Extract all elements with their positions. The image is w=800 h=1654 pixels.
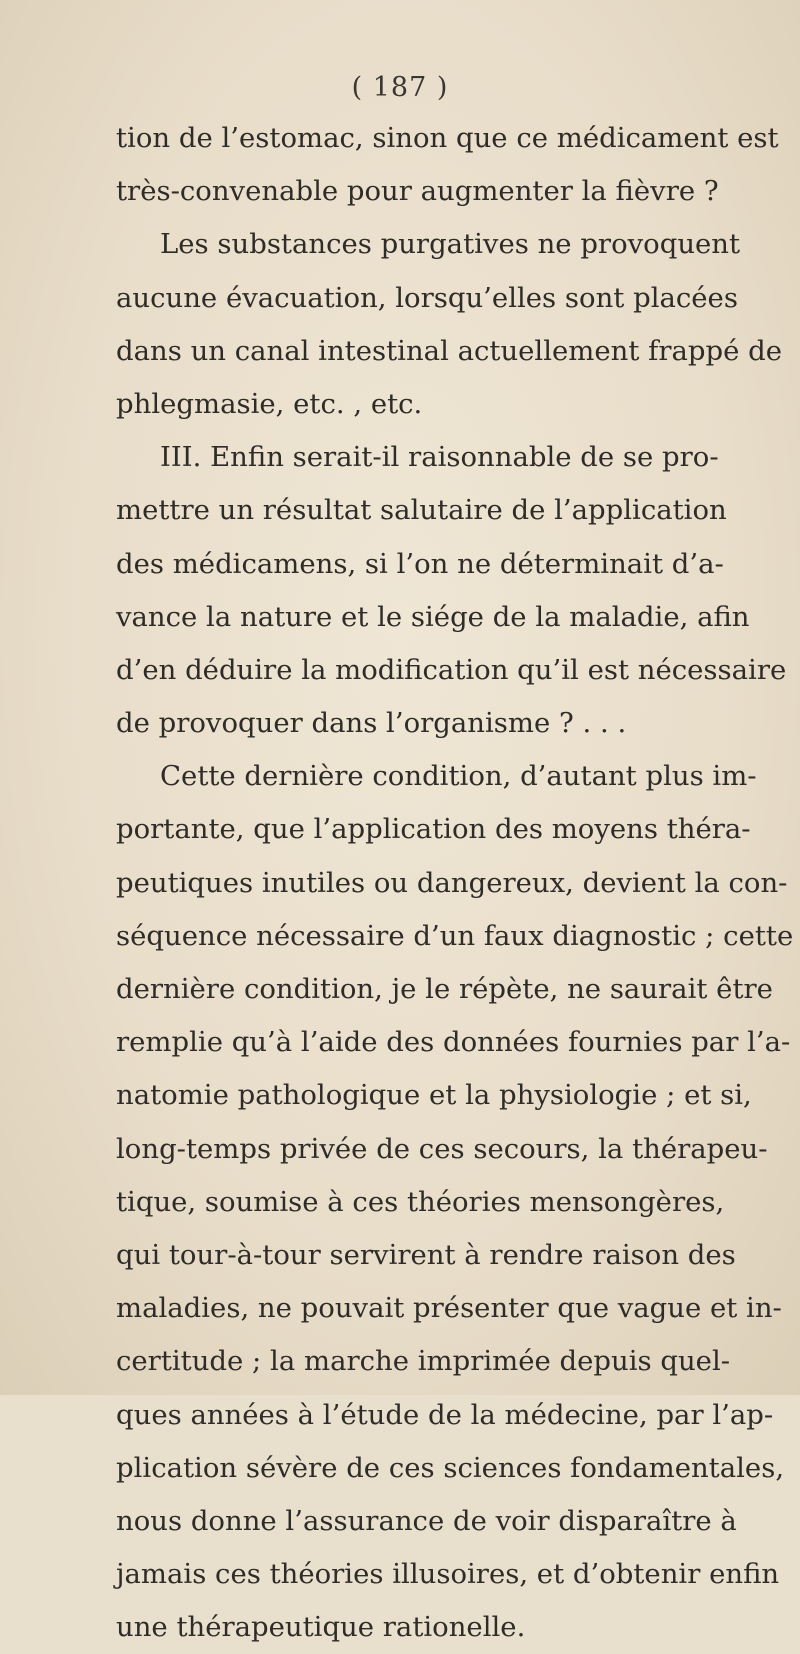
text-line: portante, que l’application des moyens théra- — [116, 813, 751, 846]
paragraph-start-line: Cette dernière condition, d’autant plus im- — [160, 760, 757, 793]
text-line: très-convenable pour augmenter la fièvre ? — [116, 175, 719, 208]
page-number: ( 187 ) — [351, 72, 449, 103]
text-line: d’en déduire la modification qu’il est nécessaire — [116, 653, 787, 686]
text-line: vance la nature et le siége de la maladie, afin — [116, 600, 750, 633]
text-line: long-temps privée de ces secours, la thérapeu- — [116, 1132, 768, 1165]
text-line: certitude ; la marche imprimée depuis quel- — [116, 1345, 731, 1378]
text-line: dans un canal intestinal actuellement frappé de — [116, 334, 782, 367]
text-line: natomie pathologique et la physiologie ; et si, — [116, 1079, 752, 1112]
text-line: aucune évacuation, lorsqu’elles sont placées — [116, 281, 738, 314]
paragraph-start-line: III. Enfin serait-il raisonnable de se pro- — [160, 441, 719, 474]
text-line: séquence nécessaire d’un faux diagnostic ; cette — [116, 919, 794, 952]
text-line: remplie qu’à l’aide des données fournies par l’a- — [116, 1026, 791, 1059]
body-text — [116, 112, 794, 1654]
text-line: de provoquer dans l’organisme ? . . . — [116, 707, 627, 740]
text-line: des médicamens, si l’on ne déterminait d’a- — [116, 547, 724, 580]
paragraph-start-line: Les substances purgatives ne provoquent — [160, 228, 741, 261]
text-line: maladies, ne pouvait présenter que vague et in- — [116, 1292, 782, 1325]
text-line: ques années à l’étude de la médecine, par l’ap- — [116, 1398, 774, 1431]
text-line: nous donne l’assurance de voir disparaître à — [116, 1504, 737, 1537]
text-line: phlegmasie, etc. , etc. — [116, 387, 423, 420]
text-line: tion de l’estomac, sinon que ce médicament est — [116, 122, 779, 154]
text-line: dernière condition, je le répète, ne saurait être — [116, 973, 773, 1005]
text-line: peutiques inutiles ou dangereux, devient la con- — [116, 866, 788, 899]
text-line: tique, soumise à ces théories mensongères, — [116, 1185, 725, 1218]
text-line: qui tour-à-tour servirent à rendre raison des — [116, 1238, 736, 1271]
text-line: mettre un résultat salutaire de l’application — [116, 494, 727, 527]
text-line: jamais ces théories illusoires, et d’obtenir enfin — [116, 1558, 780, 1591]
text-line: une thérapeutique rationelle. — [116, 1611, 526, 1644]
text-line: plication sévère de ces sciences fondamentales, — [116, 1451, 785, 1484]
